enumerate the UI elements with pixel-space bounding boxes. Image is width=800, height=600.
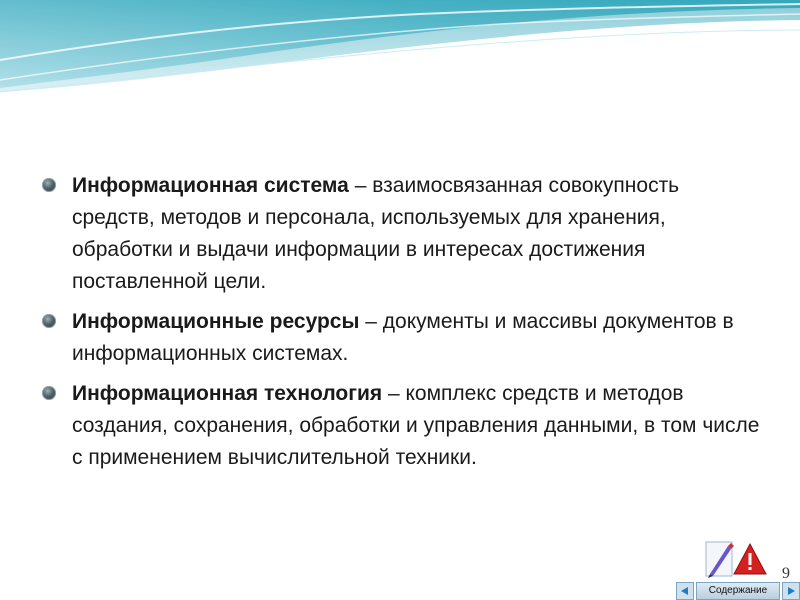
list-item-text — [72, 306, 760, 370]
bullet-icon — [42, 178, 56, 192]
list-item — [40, 170, 760, 298]
list-item-text — [72, 170, 760, 298]
definition-list — [40, 170, 760, 482]
toolbar-icons — [704, 540, 768, 580]
list-item — [40, 378, 760, 474]
term: Информационная система — [72, 174, 349, 197]
bullet-icon — [42, 314, 56, 328]
list-item-text — [72, 378, 760, 474]
list-item — [40, 306, 760, 370]
warning-icon[interactable] — [734, 544, 766, 574]
pen-icon[interactable] — [706, 542, 734, 578]
term: Информационные ресурсы — [72, 310, 360, 333]
page-number: 9 — [782, 565, 790, 582]
header-wave-decoration — [0, 0, 800, 110]
arrow-left-icon[interactable] — [676, 582, 694, 600]
definition: – комплекс средств и методов создания, сохранения, обработки и управления данными, в том числе с применением вычислительной техники. — [72, 382, 760, 469]
bullet-icon — [42, 386, 56, 400]
definition: – взаимосвязанная совокупность средств, методов и персонала, используемых для хранения, обработки и выдачи информации в интересах достижения поставленной цели. — [72, 174, 680, 293]
navigation-bar — [676, 582, 800, 600]
definition: – документы и массивы документов в информационных системах. — [72, 310, 734, 365]
arrow-right-icon[interactable] — [782, 582, 800, 600]
contents-button[interactable]: Содержание — [696, 582, 780, 600]
term: Информационная технология — [72, 382, 383, 405]
